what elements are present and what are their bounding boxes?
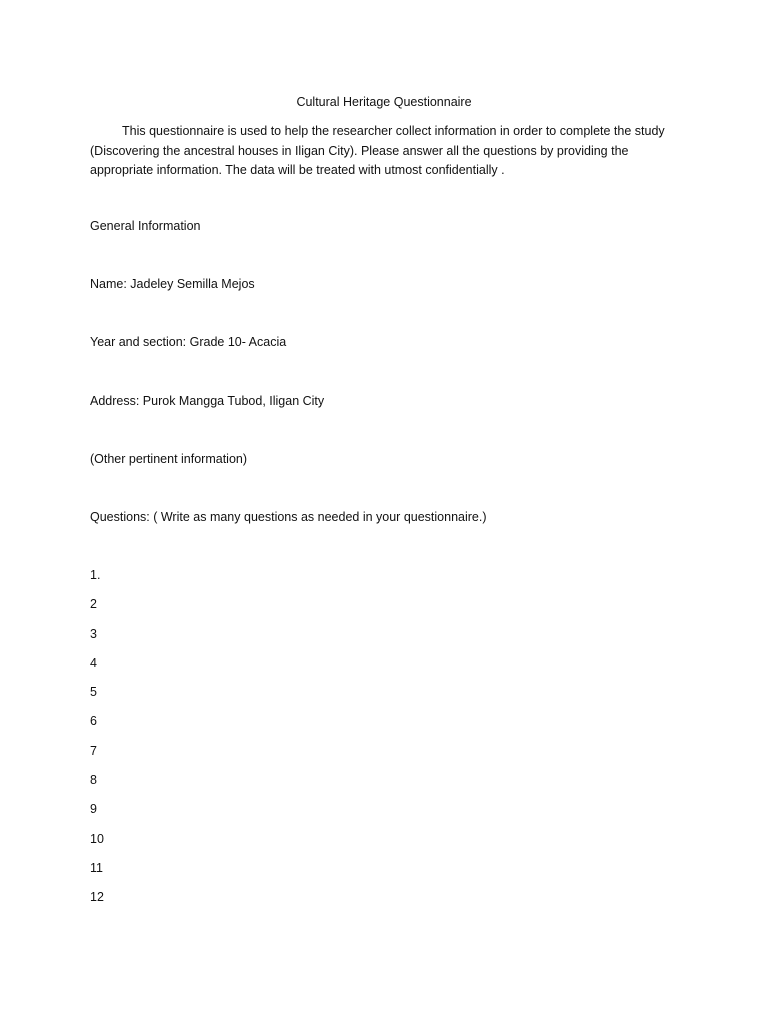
question-number: 6 [90, 714, 97, 729]
address-line: Address: Purok Mangga Tubod, Iligan City [90, 394, 325, 408]
document-title: Cultural Heritage Questionnaire [296, 95, 472, 109]
question-number: 8 [90, 773, 97, 788]
questions-instruction: Questions: ( Write as many questions as needed in your questionnaire.) [90, 510, 487, 524]
question-number: 3 [90, 626, 97, 641]
question-number: 1. [90, 568, 101, 582]
question-number: 2 [90, 597, 97, 612]
question-number: 9 [90, 802, 97, 817]
name-field-line: Name: Jadeley Semilla Mejos [90, 277, 255, 291]
question-number: 5 [90, 685, 97, 700]
general-information-heading: General Information [90, 219, 201, 233]
question-number: 11 [90, 860, 103, 875]
intro-paragraph: This questionnaire is used to help the researcher collect information in order to complete the study (Discovering the ancestral houses in Iligan City). Please answer all the questions by providing the appropriate information. The data will be treated with utmost confidentially . [90, 124, 665, 177]
question-number: 4 [90, 655, 97, 670]
other-information-line: (Other pertinent information) [90, 452, 248, 466]
question-number-list [90, 567, 104, 919]
question-number: 12 [90, 890, 104, 905]
question-number: 10 [90, 831, 104, 846]
year-section-line: Year and section: Grade 10- Acacia [90, 335, 287, 349]
question-number: 7 [90, 743, 97, 758]
